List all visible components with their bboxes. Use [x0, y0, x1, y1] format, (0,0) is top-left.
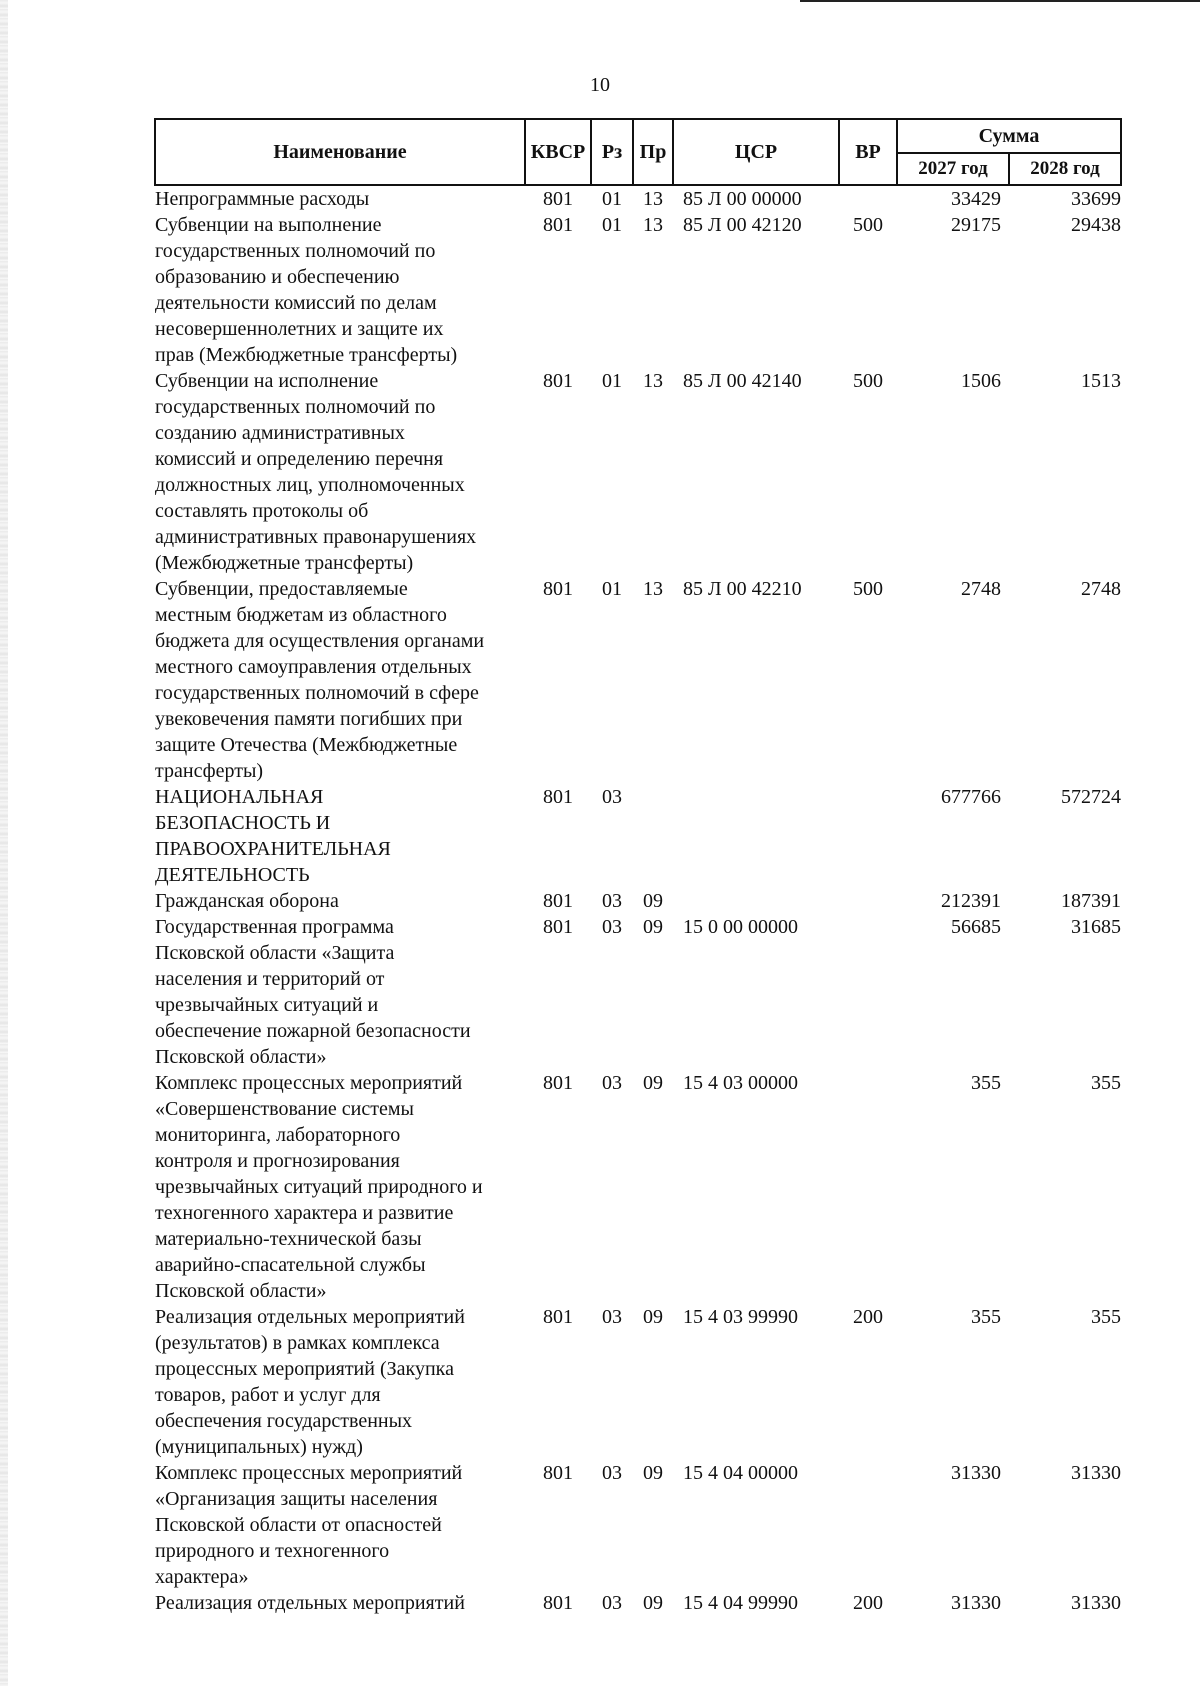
header-year-2027: 2027 год	[897, 153, 1009, 185]
row-pr: 09	[643, 916, 663, 938]
row-sum-2028: 355	[1091, 1072, 1122, 1094]
row-sum-2028: 31685	[1071, 916, 1122, 938]
row-name: Комплекс процессных мероприятий «Организация защиты населения Псковской области от опасностей природного и техногенного характера»	[155, 1462, 463, 1588]
header-vr: ВР	[839, 119, 897, 185]
row-kvsr: 801	[543, 1072, 573, 1094]
table-row	[155, 576, 1121, 784]
row-pr: 09	[643, 1306, 663, 1328]
header-csr: ЦСР	[673, 119, 839, 185]
row-sum-2028: 572724	[1061, 786, 1122, 808]
row-kvsr: 801	[543, 214, 573, 236]
header-rz: Рз	[591, 119, 633, 185]
row-vr	[839, 914, 897, 1070]
row-sum-2027: 1506	[961, 370, 1001, 392]
row-csr: 15 4 04 99990	[683, 1592, 798, 1614]
row-sum-2028: 29438	[1071, 214, 1122, 236]
row-csr: 15 0 00 00000	[683, 916, 798, 938]
row-sum-2027: 33429	[951, 188, 1001, 210]
row-vr	[839, 1070, 897, 1304]
row-rz: 01	[602, 578, 622, 600]
row-sum-2027: 2748	[961, 578, 1001, 600]
row-sum-2028: 31330	[1071, 1462, 1122, 1484]
row-name: Субвенции на исполнение государственных полномочий по созданию административных комиссий и определению перечня должностных лиц, уполномоченных составлять протоколы об административных правонарушениях (Межбюджетные трансферты)	[155, 370, 477, 574]
row-sum-2027: 29175	[951, 214, 1001, 236]
row-csr: 85 Л 00 00000	[683, 188, 802, 210]
row-rz: 01	[602, 214, 622, 236]
row-sum-2027: 677766	[941, 786, 1001, 808]
row-rz: 01	[602, 370, 622, 392]
row-pr: 13	[643, 578, 663, 600]
row-sum-2027: 31330	[951, 1592, 1001, 1614]
row-kvsr: 801	[543, 578, 573, 600]
row-sum-2027: 56685	[951, 916, 1001, 938]
row-sum-2028: 2748	[1081, 578, 1122, 600]
row-kvsr: 801	[543, 786, 573, 808]
row-name: Государственная программа Псковской области «Защита населения и территорий от чрезвычайных ситуаций и обеспечение пожарной безопасности Псковской области»	[155, 916, 471, 1068]
row-name: Непрограммные расходы	[155, 188, 370, 210]
row-name: Гражданская оборона	[155, 890, 339, 912]
row-rz: 03	[602, 1462, 622, 1484]
header-name: Наименование	[155, 119, 525, 185]
row-name: НАЦИОНАЛЬНАЯ БЕЗОПАСНОСТЬ И ПРАВООХРАНИТЕЛЬНАЯ ДЕЯТЕЛЬНОСТЬ	[155, 786, 391, 886]
table-row	[155, 1460, 1121, 1590]
row-csr	[673, 888, 839, 914]
row-csr: 15 4 04 00000	[683, 1462, 798, 1484]
row-vr: 500	[853, 370, 883, 392]
row-pr: 09	[643, 1462, 663, 1484]
row-sum-2027: 355	[971, 1306, 1001, 1328]
scan-top-line	[800, 0, 1200, 2]
header-year-2028: 2028 год	[1009, 153, 1121, 185]
row-sum-2027: 355	[971, 1072, 1001, 1094]
table-row	[155, 888, 1121, 914]
row-vr: 200	[853, 1592, 883, 1614]
row-sum-2028: 1513	[1081, 370, 1122, 392]
row-name: Реализация отдельных мероприятий (результатов) в рамках комплекса процессных мероприятий (Закупка товаров, работ и услуг для обеспечения государственных (муниципальных) нужд)	[155, 1306, 465, 1458]
table-body	[155, 185, 1121, 1616]
row-vr: 500	[853, 214, 883, 236]
header-kvsr: КВСР	[525, 119, 591, 185]
row-rz: 03	[602, 1592, 622, 1614]
row-vr	[839, 1460, 897, 1590]
page-number: 10	[590, 74, 610, 96]
row-sum-2028: 31330	[1071, 1592, 1122, 1614]
header-sum: Сумма	[897, 119, 1121, 153]
row-vr	[839, 784, 897, 888]
row-kvsr: 801	[543, 890, 573, 912]
row-vr: 500	[853, 578, 883, 600]
row-vr	[839, 185, 897, 212]
table-row	[155, 1590, 1121, 1616]
row-kvsr: 801	[543, 1306, 573, 1328]
row-rz: 03	[602, 890, 622, 912]
row-pr: 13	[643, 370, 663, 392]
row-kvsr: 801	[543, 188, 573, 210]
header-pr: Пр	[633, 119, 673, 185]
table-row	[155, 1070, 1121, 1304]
row-csr: 15 4 03 99990	[683, 1306, 798, 1328]
row-kvsr: 801	[543, 1462, 573, 1484]
row-sum-2028: 187391	[1061, 890, 1122, 912]
row-csr: 85 Л 00 42140	[683, 370, 802, 392]
row-rz: 03	[602, 1072, 622, 1094]
table-row	[155, 185, 1121, 212]
row-csr	[673, 784, 839, 888]
row-sum-2027: 31330	[951, 1462, 1001, 1484]
row-rz: 03	[602, 916, 622, 938]
row-sum-2028: 33699	[1071, 188, 1122, 210]
table-header	[155, 119, 1121, 185]
row-csr: 85 Л 00 42120	[683, 214, 802, 236]
budget-table	[154, 118, 1122, 1616]
row-name: Субвенции, предоставляемые местным бюджетам из областного бюджета для осуществления органами местного самоуправления отдельных государственных полномочий в сфере увековечения памяти погибших при защите Отечества (Межбюджетные трансферты)	[155, 578, 485, 782]
row-csr: 85 Л 00 42210	[683, 578, 802, 600]
row-kvsr: 801	[543, 1592, 573, 1614]
row-name: Реализация отдельных мероприятий	[155, 1592, 465, 1614]
row-csr: 15 4 03 00000	[683, 1072, 798, 1094]
table-row	[155, 368, 1121, 576]
row-pr: 09	[643, 890, 663, 912]
scan-edge	[0, 0, 8, 1686]
row-pr	[633, 784, 673, 888]
row-kvsr: 801	[543, 916, 573, 938]
table-row	[155, 1304, 1121, 1460]
row-vr: 200	[853, 1306, 883, 1328]
table-row	[155, 212, 1121, 368]
row-rz: 03	[602, 786, 622, 808]
row-pr: 09	[643, 1592, 663, 1614]
row-sum-2027: 212391	[941, 890, 1001, 912]
row-name: Комплекс процессных мероприятий «Совершенствование системы мониторинга, лабораторного контроля и прогнозирования чрезвычайных ситуаций природного и техногенного характера и развитие материально-технической базы аварийно-спасательной службы Псковской области»	[155, 1072, 483, 1302]
table-row	[155, 784, 1121, 888]
row-vr	[839, 888, 897, 914]
row-sum-2028: 355	[1091, 1306, 1122, 1328]
row-rz: 03	[602, 1306, 622, 1328]
row-pr: 13	[643, 214, 663, 236]
row-pr: 13	[643, 188, 663, 210]
table-row	[155, 914, 1121, 1070]
row-pr: 09	[643, 1072, 663, 1094]
row-kvsr: 801	[543, 370, 573, 392]
row-rz: 01	[602, 188, 622, 210]
row-name: Субвенции на выполнение государственных полномочий по образованию и обеспечению деятельности комиссий по делам несовершеннолетних и защите их прав (Межбюджетные трансферты)	[155, 214, 458, 366]
